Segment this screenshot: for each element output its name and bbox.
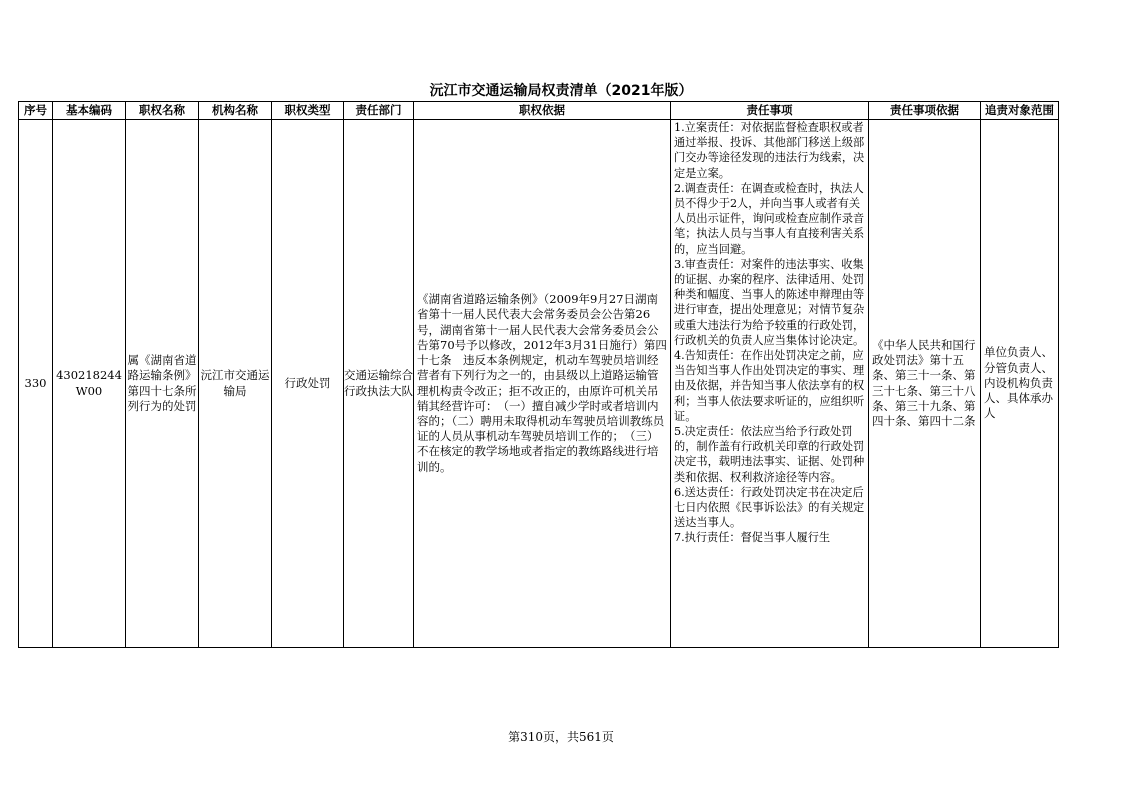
accountability-value: 单位负责人、分管负责人、内设机构负责人、具体承办人 [984,345,1053,421]
index-value: 330 [24,375,47,390]
header-org-name: 机构名称 [199,102,272,120]
page-number: 第310页，共561页 [508,730,614,744]
cell-code [53,120,126,648]
cell-org-name [199,120,272,648]
page-title: 沅江市交通运输局权责清单（2021年版） [429,83,693,99]
cell-index [19,120,53,648]
header-accountability: 追责对象范围 [981,102,1059,120]
header-basis: 职权依据 [414,102,671,120]
cell-resp-basis [869,120,981,648]
responsibility-item: 4.告知责任：在作出处罚决定之前，应当告知当事人作出处罚决定的事实、理由及依据，并告知当事人依法享有的权利；当事人依法要求听证的，应组织听证。 [674,349,865,423]
responsibility-item: 5.决定责任：依法应当给予行政处罚的，制作盖有行政机关印章的行政处罚决定书，载明违法事实、证据、处罚种类和依据、权利救济途径等内容。 [674,425,865,484]
responsibility-item: 3.审查责任：对案件的违法事实、收集的证据、办案的程序、法律适用、处罚种类和幅度、当事人的陈述申辩理由等进行审查，提出处理意见；对情节复杂或重大违法行为给予较重的行政处罚，行政机关的负责人应当集体讨论决定。 [674,257,865,347]
header-code: 基本编码 [53,102,126,120]
org-name-value: 沅江市交通运输局 [200,368,270,398]
dept-value: 交通运输综合行政执法大队 [344,368,413,398]
power-name-value: 属《湖南省道路运输条例》第四十七条所列行为的处罚 [127,353,197,413]
cell-responsibilities [671,120,869,648]
table-row [19,120,1059,648]
header-power-name: 职权名称 [126,102,199,120]
cell-power-name [126,120,199,648]
resp-basis-value: 《中华人民共和国行政处罚法》第十五条、第三十一条、第三十七条、第三十八条、第三十九条、第四十条、第四十二条 [872,337,976,428]
basis-value: 《湖南省道路运输条例》（2009年9月27日湖南省第十一届人民代表大会常务委员会公告第26号，湖南省第十一届人民代表大会常务委员会公告第70号予以修改，2012年3月31日施行）第四十七条 违反本条例规定，机动车驾驶员培训经营者有下列行为之一的，由县级以上道路运输管理机构责令改正；拒不改正的，由原许可机关吊销其经营许可： （一）擅自减少学时或者培训内容的；（二）聘用未取得机动车驾驶员培训教练员证的人员从事机动车驾驶员培训工作的； （三）不在核定的教学场地或者指定的教练路线进行培训的。 [417,292,667,474]
header-power-type: 职权类型 [272,102,344,120]
cell-dept [344,120,414,648]
power-type-value: 行政处罚 [284,375,331,390]
header-dept: 责任部门 [344,102,414,120]
code-value: 430218244W00 [56,368,122,398]
cell-basis [414,120,671,648]
responsibility-item: 1.立案责任：对依据监督检查职权或者通过举报、投诉、其他部门移送上级部门交办等途径发现的违法行为线索，决定是立案。 [674,121,865,180]
header-index: 序号 [19,102,53,120]
responsibilities-list [674,120,865,546]
header-responsibilities: 责任事项 [671,102,869,120]
responsibility-item: 6.送达责任：行政处罚决定书在决定后七日内依照《民事诉讼法》的有关规定送达当事人。 [674,485,865,530]
responsibility-item: 7.执行责任：督促当事人履行生 [674,531,831,545]
cell-accountability [981,120,1059,648]
responsibility-item: 2.调查责任：在调查或检查时，执法人员不得少于2人，并向当事人或者有关人员出示证件，询问或检查应制作录音笔；执法人员与当事人有直接利害关系的，应当回避。 [674,181,865,256]
cell-power-type [272,120,344,648]
header-resp-basis: 责任事项依据 [869,102,981,120]
table-header-row [19,102,1059,120]
power-list-table [18,101,1059,648]
